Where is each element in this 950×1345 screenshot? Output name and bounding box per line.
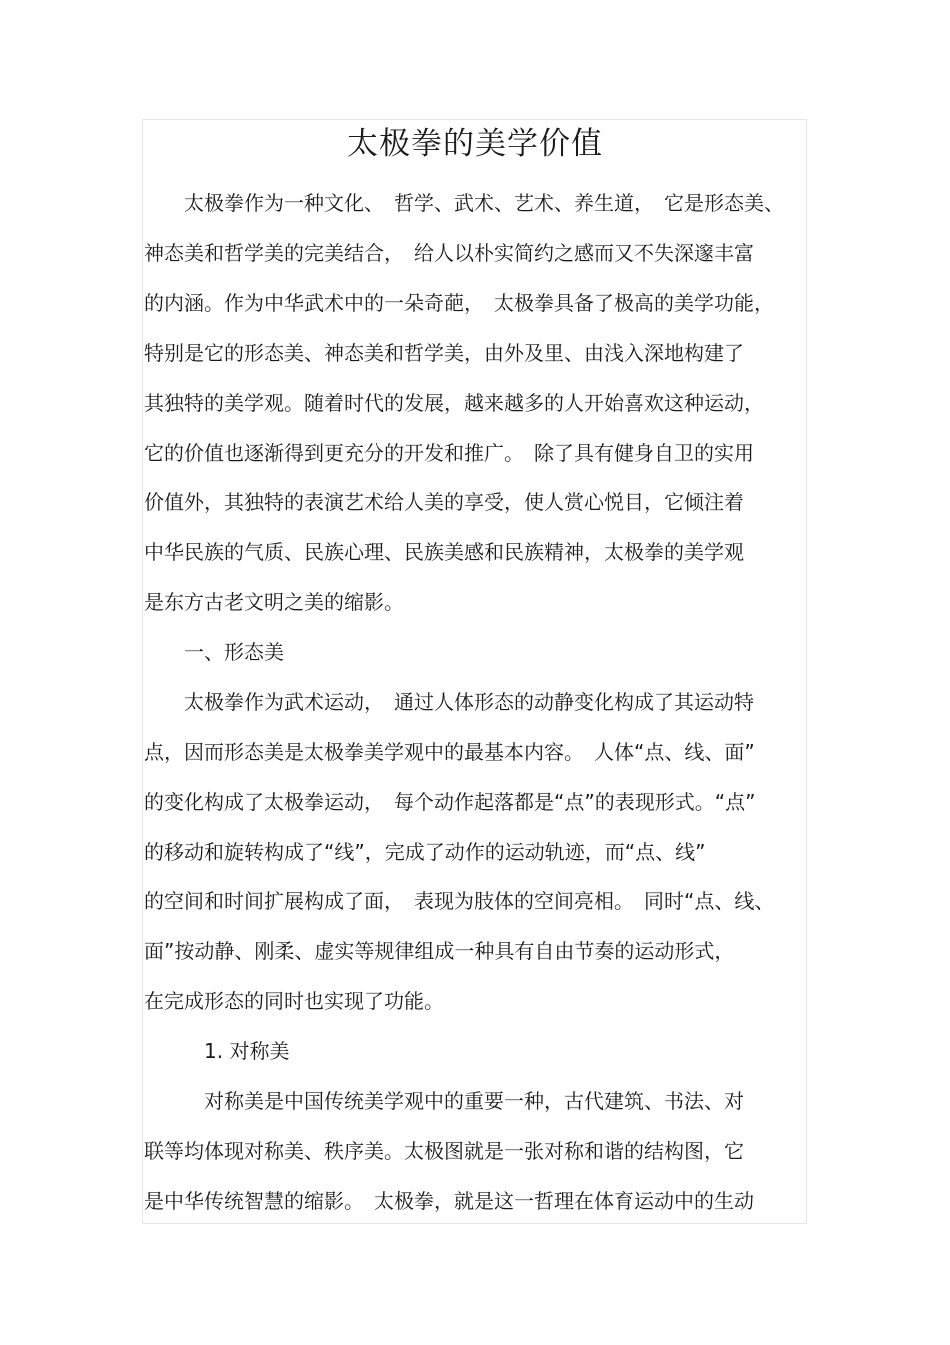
body-line: 的空间和时间扩展构成了面， 表现为肢体的空间亮相。 同时“点、线、	[144, 889, 775, 913]
body-line: 其独特的美学观。随着时代的发展，越来越多的人开始喜欢这种运动，	[144, 391, 764, 415]
body-line: 的移动和旋转构成了“线”，完成了动作的运动轨迹，而“点、线”	[144, 840, 706, 864]
body-line: 太极拳作为武术运动， 通过人体形态的动静变化构成了其运动特	[144, 690, 754, 714]
body-line: 中华民族的气质、民族心理、民族美感和民族精神，太极拳的美学观	[144, 540, 744, 564]
body-line: 特别是它的形态美、神态美和哲学美，由外及里、由浅入深地构建了	[144, 341, 744, 365]
body-line: 对称美是中国传统美学观中的重要一种，古代建筑、书法、对	[144, 1089, 744, 1113]
body-line: 点，因而形态美是太极拳美学观中的最基本内容。 人体“点、线、面”	[144, 740, 755, 764]
body-line: 的内涵。作为中华武术中的一朵奇葩， 太极拳具备了极高的美学功能，	[144, 291, 774, 315]
subsection-heading: 1. 对称美	[144, 1039, 290, 1063]
body-line: 联等均体现对称美、秩序美。太极图就是一张对称和谐的结构图，它	[144, 1139, 744, 1163]
body-line: 价值外，其独特的表演艺术给人美的享受，使人赏心悦目，它倾注着	[144, 490, 744, 514]
body-line: 是中华传统智慧的缩影。 太极拳，就是这一哲理在体育运动中的生动	[144, 1189, 754, 1213]
body-line: 神态美和哲学美的完美结合， 给人以朴实简约之感而又不失深邃丰富	[144, 241, 754, 265]
body-line: 在完成形态的同时也实现了功能。	[144, 989, 444, 1013]
body-line: 面”按动静、刚柔、虚实等规律组成一种具有自由节奏的运动形式，	[144, 939, 735, 963]
section-heading: 一、形态美	[144, 640, 284, 664]
body-line: 它的价值也逐渐得到更充分的开发和推广。 除了具有健身自卫的实用	[144, 441, 754, 465]
document-title: 太极拳的美学价值	[347, 126, 603, 162]
body-line: 的变化构成了太极拳运动， 每个动作起落都是“点”的表现形式。“点”	[144, 790, 756, 814]
body-line: 太极拳作为一种文化、 哲学、武术、艺术、养生道， 它是形态美、	[144, 191, 784, 215]
body-line: 是东方古老文明之美的缩影。	[144, 590, 404, 614]
